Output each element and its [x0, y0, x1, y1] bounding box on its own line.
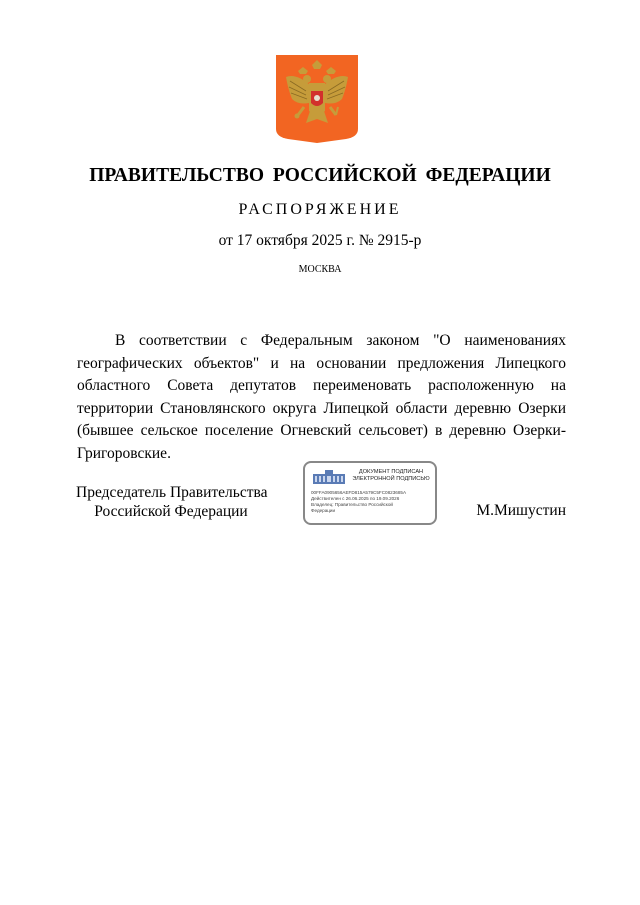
government-building-icon — [313, 470, 345, 484]
stamp-title-line2: ЭЛЕКТРОННОЙ ПОДПИСЬЮ — [352, 476, 430, 482]
stamp-title — [345, 469, 437, 483]
signer-position — [76, 483, 266, 521]
russian-coat-of-arms-icon — [276, 55, 358, 143]
coat-of-arms — [276, 55, 358, 143]
stamp-validity: Действителен с 26.06.2025 по 19.09.2026 — [311, 496, 400, 501]
order-text: В соответствии с Федеральным законом "О наименованиях географических объектов" и на основании предложения Липецкого областного Совета депутатов переименовать расположенную на территории Становлянского округа Липецкой области деревню Озерки (бывшее сельское поселение Огневский сельсовет) в деревню Озерки-Григоровские. — [77, 332, 566, 462]
document-city: МОСКВА — [298, 264, 342, 275]
stamp-details — [311, 490, 435, 514]
electronic-signature-stamp — [303, 461, 437, 525]
signer-position-line1: Председатель Правительства — [76, 484, 268, 501]
government-title: ПРАВИТЕЛЬСТВО РОССИЙСКОЙ ФЕДЕРАЦИИ — [89, 165, 551, 186]
document-date-number: от 17 октября 2025 г. № 2915-р — [218, 232, 422, 249]
stamp-title-line1: ДОКУМЕНТ ПОДПИСАН — [358, 469, 424, 475]
stamp-owner-line1: Владелец: Правительство Российской — [311, 502, 393, 507]
signer-name: М.Мишустин — [476, 502, 566, 519]
signer-position-line2: Российской Федерации — [94, 503, 248, 520]
document-type: РАСПОРЯЖЕНИЕ — [238, 201, 402, 218]
stamp-serial: 00FFA0905656AEFD815A579C5FC0823685A — [311, 490, 407, 495]
stamp-owner-line2: Федерации — [311, 508, 336, 513]
